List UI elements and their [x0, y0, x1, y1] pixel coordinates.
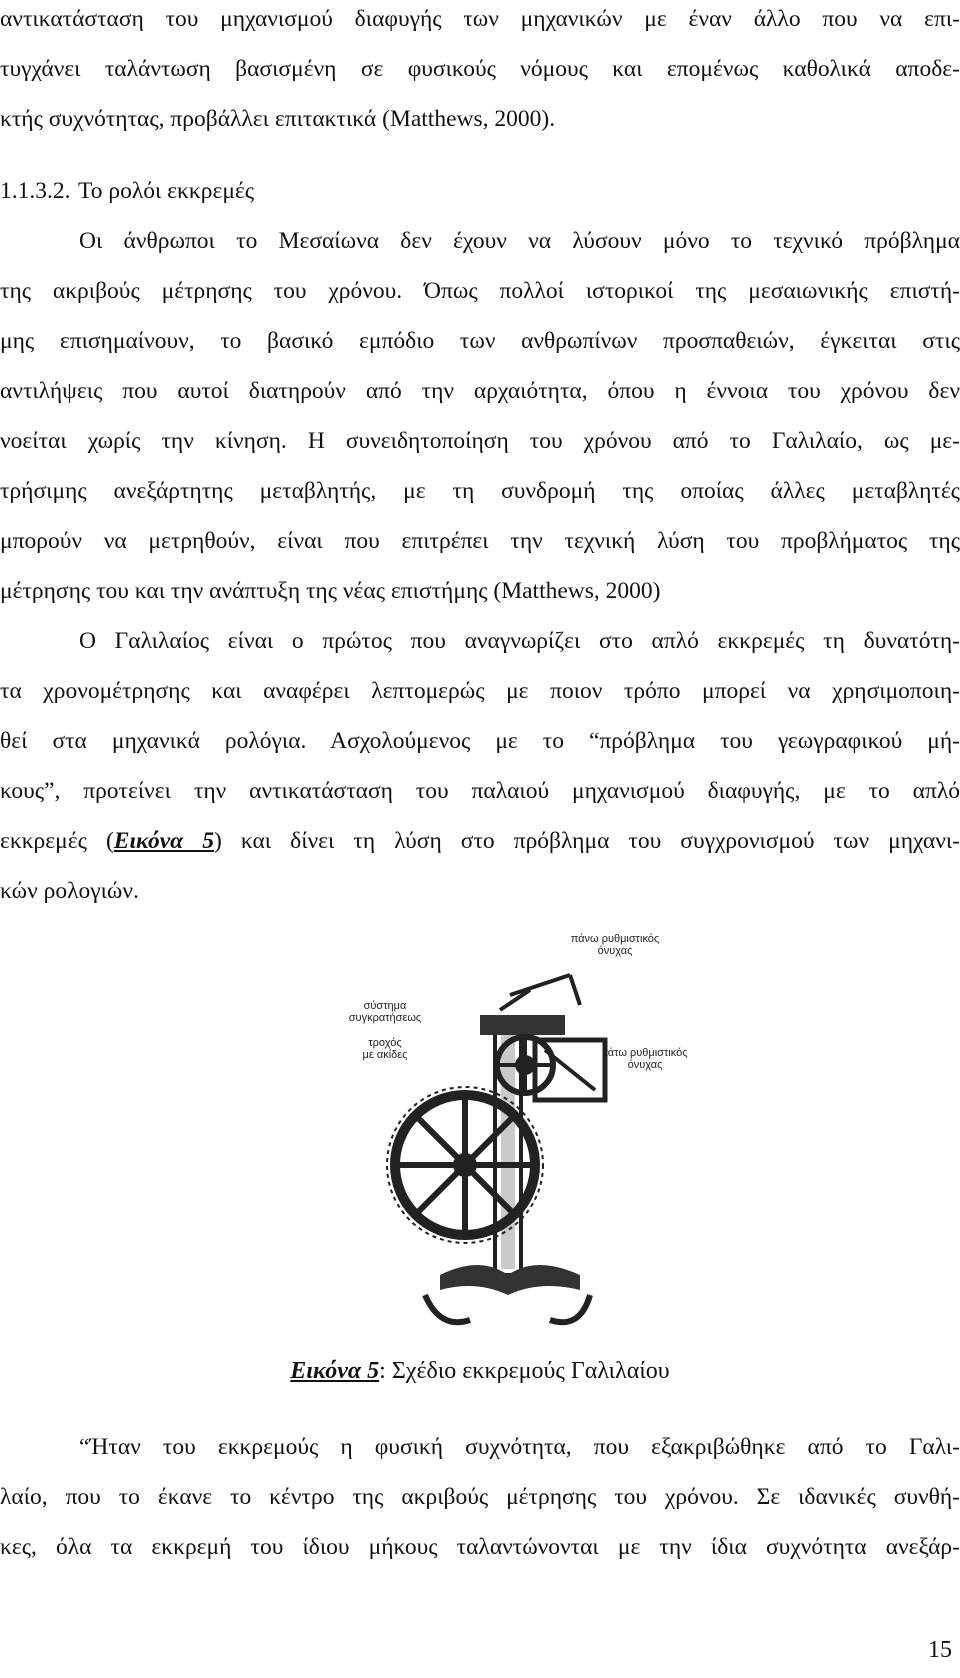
- paragraph-line: μέτρησης του και την ανάπτυξη της νέας επιστήμης (Matthews, 2000): [0, 578, 661, 604]
- label-holding-system: σύστημα συγκρατήσεως: [348, 1000, 422, 1024]
- paragraph-line: “Ήταν του εκκρεμούς η φυσική συχνότητα, που εξακριβώθηκε από το Γαλι-: [79, 1434, 960, 1460]
- page-number: 15: [928, 1637, 952, 1663]
- paragraph-line: της ακριβούς μέτρησης του χρόνου. Όπως πολλοί ιστορικοί της μεσαιωνικής επιστή-: [0, 278, 960, 304]
- figure-reference: Εικόνα 5: [113, 828, 214, 854]
- paragraph-line: κους”, προτείνει την αντικατάσταση του παλαιού μηχανισμού διαφυγής, με το απλό: [0, 778, 960, 804]
- label-top-pawl: πάνω ρυθμιστικός όνυχας: [570, 933, 660, 957]
- paragraph-line: κτής συχνότητας, προβάλλει επιτακτικά (Matthews, 2000).: [0, 106, 556, 132]
- base: [440, 1265, 580, 1295]
- paragraph-line: [0, 826, 960, 856]
- paragraph-line: κών ρολογιών.: [0, 878, 139, 904]
- caption-reference: Εικόνα 5: [290, 1358, 380, 1384]
- pendulum-drawing: [330, 935, 710, 1335]
- paragraph-line: τα χρονομέτρησης και αναφέρει λεπτομερώς με ποιον τρόπο μπορεί να χρησιμοποιη-: [0, 678, 960, 704]
- paragraph-line: τρήσιμης ανεξάρτητης μεταβλητής, με τη συνδρομή της οποίας άλλες μεταβλητές: [0, 478, 960, 504]
- top-bracket: [480, 1015, 565, 1035]
- top-claw: [500, 975, 580, 1010]
- paragraph-line: Οι άνθρωποι το Μεσαίωνα δεν έχουν να λύσουν μόνο το τεχνικό πρόβλημα: [79, 228, 960, 254]
- paragraph-line: κες, όλα τα εκκρεμή του ίδιου μήκους ταλαντώνονται με την ίδια συχνότητα ανεξάρ-: [0, 1534, 960, 1560]
- text-span: ) και δίνει τη λύση στο πρόβλημα του συγχρονισμού των μηχανι-: [213, 828, 960, 854]
- caption-text: : Σχέδιο εκκρεμούς Γαλιλαίου: [379, 1358, 670, 1384]
- paragraph-line: νοείται χωρίς την κίνηση. Η συνειδητοποίηση του χρόνου από το Γαλιλαίο, ως με-: [0, 428, 960, 454]
- section-number: 1.1.3.2.: [0, 178, 71, 204]
- base-feet: [425, 1295, 590, 1322]
- paragraph-line: τυγχάνει ταλάντωση βασισμένη σε φυσικούς νόμους και επομένως καθολικά αποδε-: [0, 56, 960, 82]
- pendulum-figure: [330, 935, 710, 1335]
- text-span: εκκρεμές (: [0, 828, 114, 854]
- section-heading: [0, 176, 960, 206]
- paragraph-line: αντιλήψεις που αυτοί διατηρούν από την αρχαιότητα, όπου η έννοια του χρόνου δεν: [0, 378, 960, 404]
- label-pin-wheel: τροχός με ακίδες: [362, 1037, 408, 1061]
- paragraph-line: Ο Γαλιλαίος είναι ο πρώτος που αναγνωρίζει στο απλό εκκρεμές τη δυνατότη-: [79, 628, 960, 654]
- label-lower-pawl: κάτω ρυθμιστικός όνυχας: [602, 1047, 688, 1071]
- section-title: Το ρολόι εκκρεμές: [78, 178, 255, 204]
- paragraph-line: λαίο, που το έκανε το κέντρο της ακριβούς μέτρησης του χρόνου. Σε ιδανικές συνθή-: [0, 1484, 960, 1510]
- figure-caption: [0, 1356, 960, 1386]
- paragraph-line: μπορούν να μετρηθούν, είναι που επιτρέπει την τεχνική λύση του προβλήματος της: [0, 528, 960, 554]
- paragraph-line: θεί στα μηχανικά ρολόγια. Ασχολούμενος με το “πρόβλημα του γεωγραφικού μή-: [0, 728, 960, 754]
- paragraph-line: μης επισημαίνουν, το βασικό εμπόδιο των ανθρωπίνων προσπαθειών, έγκειται στις: [0, 328, 960, 354]
- paragraph-line: αντικατάσταση του μηχανισμού διαφυγής των μηχανικών με έναν άλλο που να επι-: [0, 6, 960, 32]
